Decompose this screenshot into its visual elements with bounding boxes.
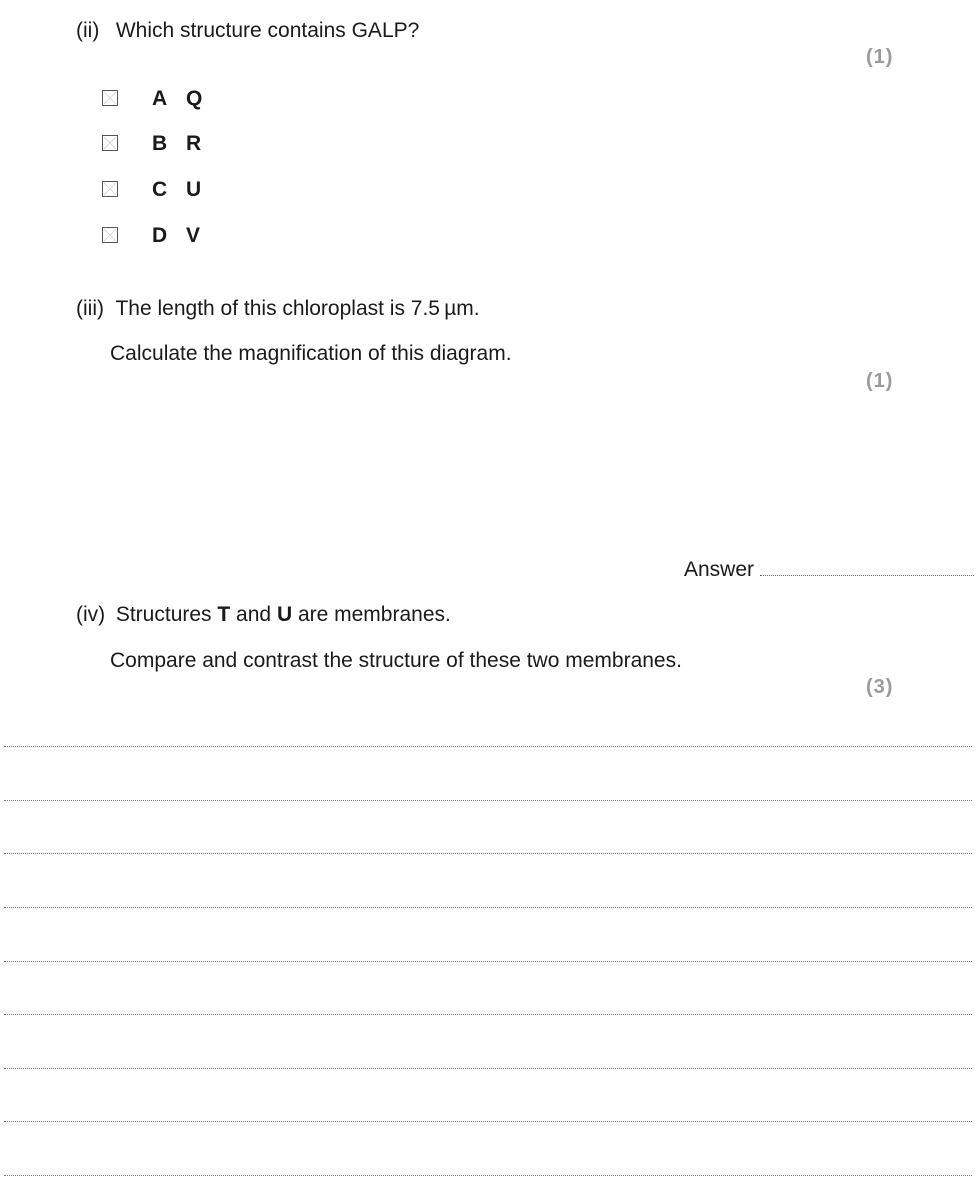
option-letter: A (152, 87, 168, 110)
writing-line[interactable] (4, 746, 972, 747)
marks-label: (1) (866, 46, 894, 68)
answer-label: Answer (684, 558, 755, 581)
structure-label-t: T (217, 603, 231, 626)
checkbox-c[interactable] (102, 181, 118, 197)
writing-line[interactable] (4, 1014, 972, 1015)
writing-line[interactable] (4, 1175, 972, 1176)
option-d[interactable] (0, 223, 400, 249)
option-letter: D (152, 224, 168, 247)
checkbox-d[interactable] (102, 227, 118, 243)
question-number: (iii) (76, 297, 104, 320)
marks-label: (1) (866, 370, 894, 392)
option-b[interactable] (0, 131, 400, 157)
option-value: Q (186, 87, 203, 110)
question-text-part: are membranes. (292, 603, 451, 626)
box-cross-icon (103, 182, 119, 198)
question-text-part: and (230, 603, 277, 626)
structure-label-u: U (276, 603, 293, 626)
writing-line[interactable] (4, 961, 972, 962)
question-number: (iv) (76, 603, 106, 626)
option-value: U (186, 178, 202, 201)
question-text-part: Structures (115, 603, 218, 626)
question-text: Which structure contains GALP? (115, 19, 420, 42)
question-instruction: Calculate the magnification of this diagram. (110, 342, 512, 365)
question-number: (ii) (76, 19, 100, 42)
checkbox-a[interactable] (102, 90, 118, 106)
option-letter: B (152, 132, 168, 155)
marks-label: (3) (866, 676, 894, 698)
question-iii-stem (76, 296, 480, 322)
question-instruction: Compare and contrast the structure of these two membranes. (110, 649, 682, 672)
option-value: V (186, 224, 201, 247)
question-ii-stem (76, 18, 419, 44)
answer-input-line[interactable] (760, 575, 974, 576)
question-text: The length of this chloroplast is 7.5 µm. (115, 297, 480, 320)
writing-line[interactable] (4, 800, 972, 801)
option-value: R (186, 132, 202, 155)
writing-line[interactable] (4, 907, 972, 908)
box-cross-icon (103, 136, 119, 152)
option-letter: C (152, 178, 168, 201)
writing-line[interactable] (4, 1121, 972, 1122)
option-c[interactable] (0, 177, 400, 203)
checkbox-b[interactable] (102, 135, 118, 151)
box-cross-icon (103, 91, 119, 107)
question-iv-stem (76, 602, 451, 628)
writing-line[interactable] (4, 853, 972, 854)
box-cross-icon (103, 228, 119, 244)
writing-line[interactable] (4, 1068, 972, 1069)
option-a[interactable] (0, 86, 400, 112)
